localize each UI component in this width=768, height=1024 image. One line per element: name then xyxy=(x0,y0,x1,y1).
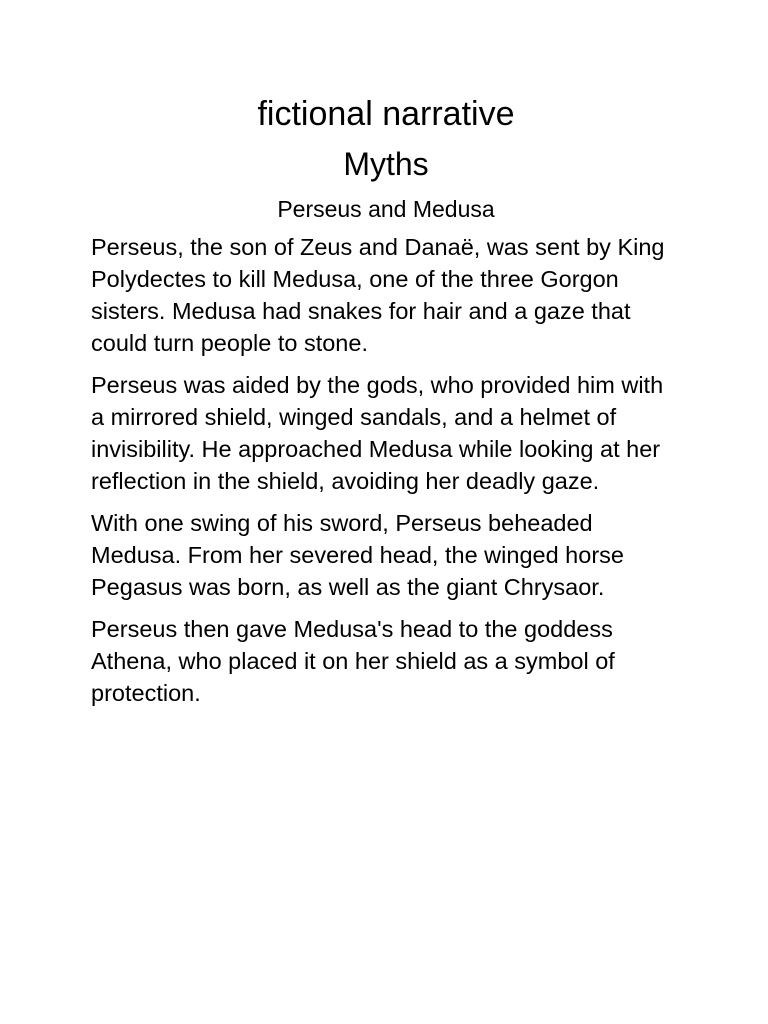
genre-heading: fictional narrative xyxy=(257,95,515,133)
section-heading: Myths xyxy=(343,146,429,182)
story-paragraph-1: Perseus, the son of Zeus and Danaë, was sent by King Polydectes to kill Medusa, one of the three Gorgon sisters. Medusa had snakes for hair and a gaze that could turn people to stone. xyxy=(91,234,665,356)
story-paragraph-2: Perseus was aided by the gods, who provided him with a mirrored shield, winged sandals, and a helmet of invisibility. He approached Medusa while looking at her reflection in the shield, avoiding her deadly gaze. xyxy=(91,372,664,494)
document-page xyxy=(91,92,681,719)
story-title: Perseus and Medusa xyxy=(277,196,495,222)
story-paragraph-3: With one swing of his sword, Perseus beheaded Medusa. From her severed head, the winged horse Pegasus was born, as well as the giant Chrysaor. xyxy=(91,510,624,600)
story-paragraph-4: Perseus then gave Medusa's head to the goddess Athena, who placed it on her shield as a symbol of protection. xyxy=(91,616,615,706)
